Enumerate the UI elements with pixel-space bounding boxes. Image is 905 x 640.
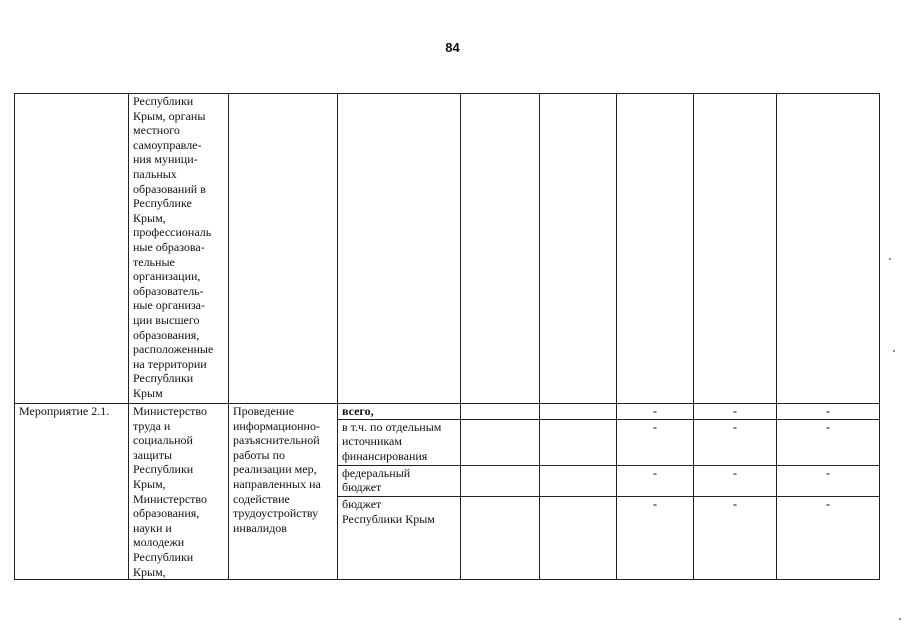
measure-executors: Министерство труда и социальной защиты Республики Крым, Министерство образования, науки и молодежи Республики Крым, <box>129 404 229 580</box>
funding-source: бюджет Республики Крым <box>338 497 461 580</box>
funding-value: - <box>694 465 777 496</box>
funding-value: - <box>617 497 694 580</box>
funding-value: - <box>694 419 777 465</box>
measure-label: Мероприятие 2.1. <box>15 404 129 580</box>
value-cell <box>540 94 617 404</box>
value-cell <box>461 94 540 404</box>
measure-row <box>15 404 880 420</box>
value-cell <box>461 404 540 420</box>
source-cell-empty <box>338 94 461 404</box>
scan-speck <box>893 350 895 352</box>
funding-value: - <box>617 404 694 420</box>
value-cell <box>461 419 540 465</box>
value-cell <box>540 419 617 465</box>
funding-value: - <box>777 404 880 420</box>
value-cell <box>461 465 540 496</box>
value-cell <box>461 497 540 580</box>
funding-value: - <box>777 497 880 580</box>
funding-source: федеральный бюджет <box>338 465 461 496</box>
funding-value: - <box>694 497 777 580</box>
value-cell <box>694 94 777 404</box>
funding-source: всего, <box>338 404 461 420</box>
value-cell <box>777 94 880 404</box>
funding-value: - <box>777 419 880 465</box>
funding-value: - <box>617 465 694 496</box>
scan-speck <box>899 618 901 620</box>
funding-value: - <box>617 419 694 465</box>
value-cell <box>540 404 617 420</box>
value-cell <box>540 497 617 580</box>
funding-source: в т.ч. по отдельным источникам финансирования <box>338 419 461 465</box>
description-cell-empty <box>229 94 338 404</box>
executors-cell: Республики Крым, органы местного самоуправле- ния муници- пальных образований в Республике Крым, профессиональ ные образова- тельные организации, образователь- ные организа- ции высшего образования, расположенные на территории Республики Крым <box>129 94 229 404</box>
measure-description: Проведение информационно- разъяснительной работы по реализации мер, направленных на содействие трудоустройству инвалидов <box>229 404 338 580</box>
page-number: 84 <box>445 40 460 55</box>
continuation-row <box>15 94 880 404</box>
scan-speck <box>889 258 891 260</box>
measure-cell-empty <box>15 94 129 404</box>
program-table <box>14 93 880 580</box>
funding-value: - <box>694 404 777 420</box>
funding-value: - <box>777 465 880 496</box>
value-cell <box>617 94 694 404</box>
value-cell <box>540 465 617 496</box>
